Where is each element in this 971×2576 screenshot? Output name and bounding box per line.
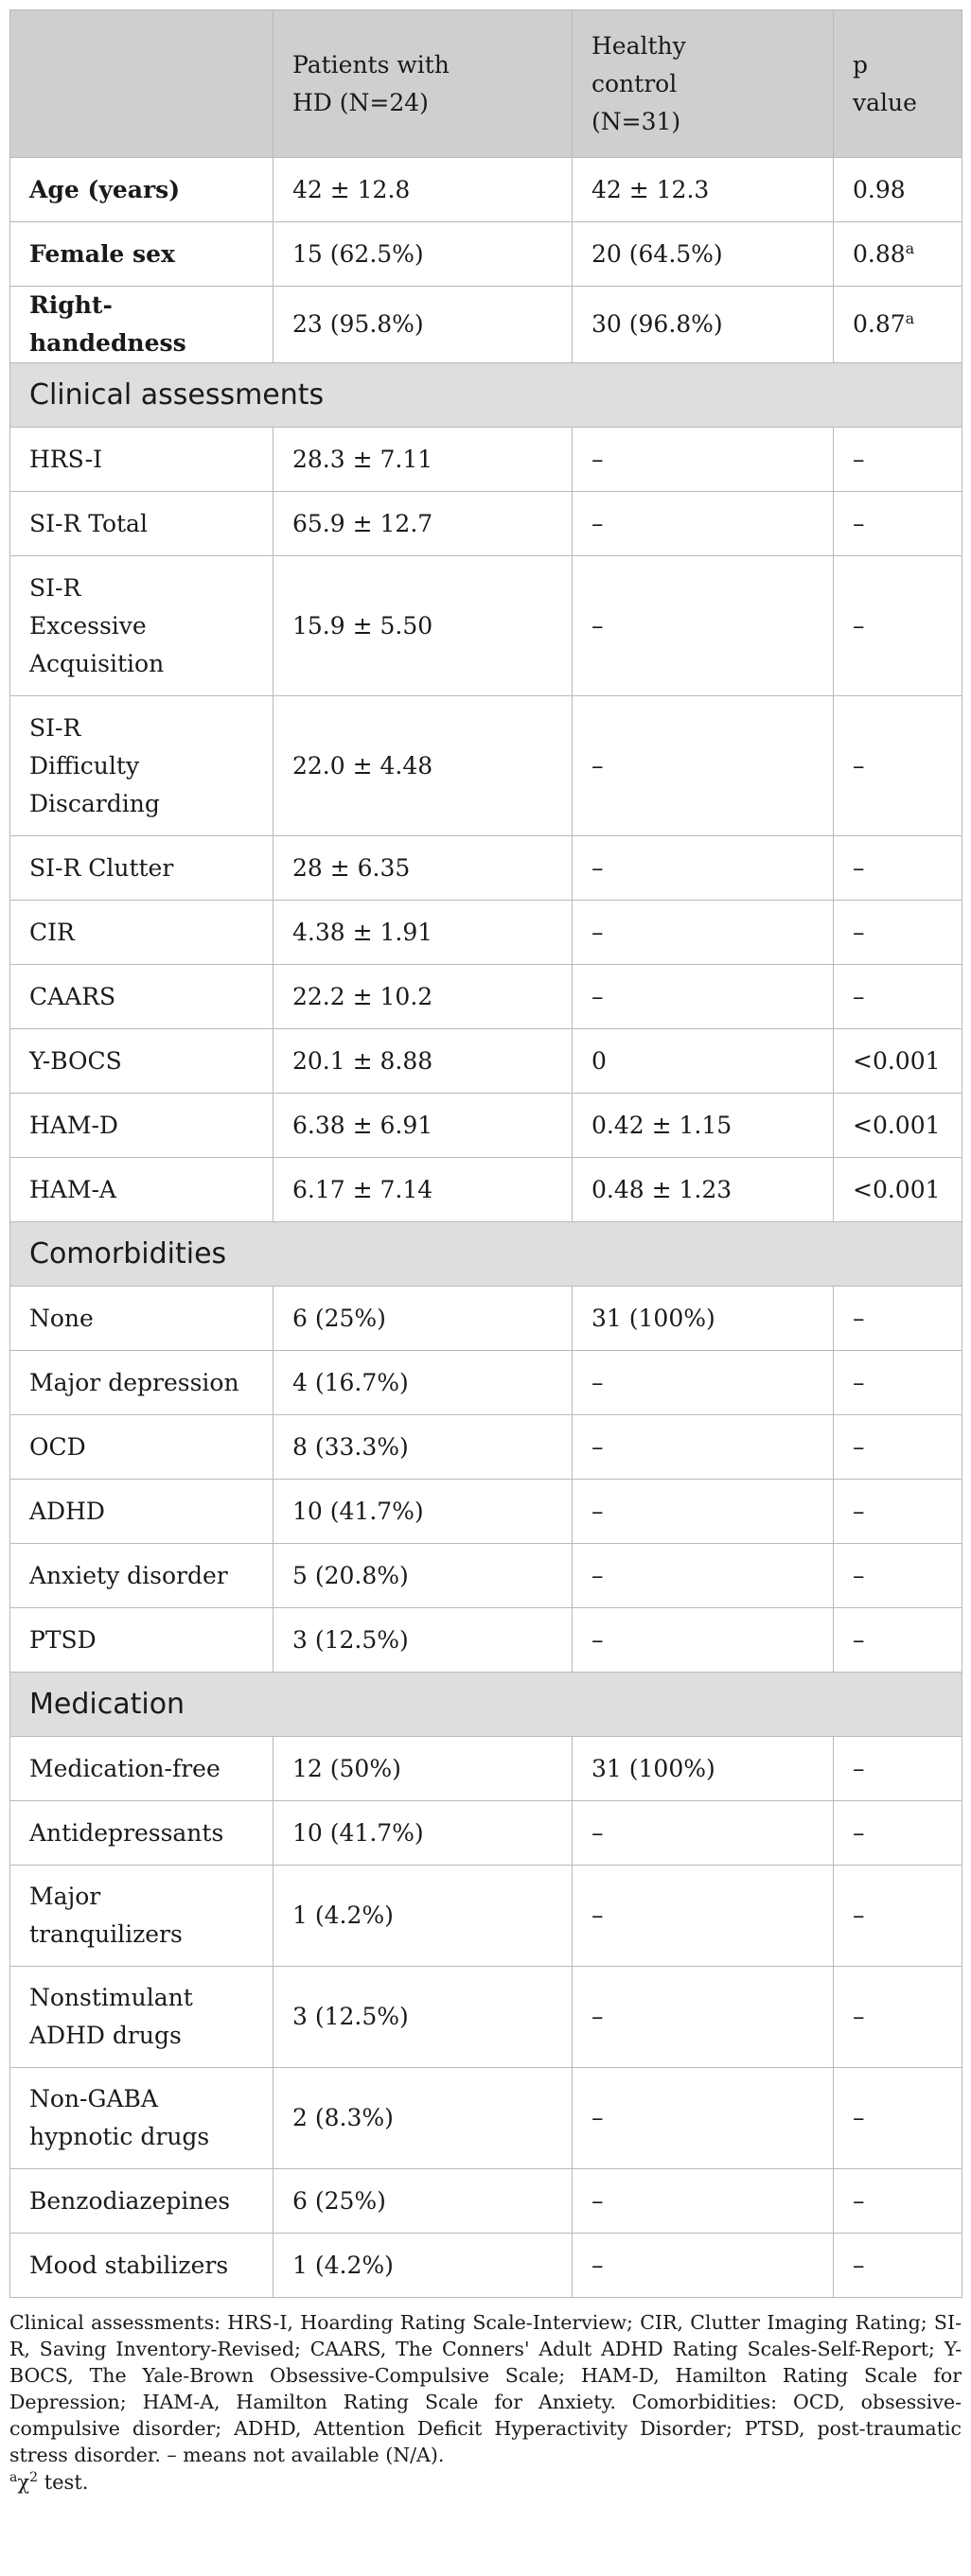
p-value: [834, 158, 962, 222]
patients-value: 3 (12.5%): [274, 1967, 573, 2068]
p-value: –: [834, 1737, 962, 1801]
patients-value: 4 (16.7%): [274, 1351, 573, 1415]
table-row: [10, 2234, 962, 2298]
row-label: OCD: [10, 1415, 274, 1480]
patients-value: 1 (4.2%): [274, 1866, 573, 1967]
controls-value: –: [573, 696, 834, 836]
controls-value: –: [573, 492, 834, 556]
row-label: HRS-I: [10, 428, 274, 492]
table-row: [10, 1967, 962, 2068]
patients-value: 42 ± 12.8: [274, 158, 573, 222]
p-value: –: [834, 1801, 962, 1866]
controls-value: –: [573, 901, 834, 965]
patients-value: 22.0 ± 4.48: [274, 696, 573, 836]
table-row: [10, 965, 962, 1029]
footnote-marker: a: [905, 238, 915, 257]
controls-value: –: [573, 965, 834, 1029]
section-row-medication: [10, 1673, 962, 1737]
controls-value: –: [573, 556, 834, 696]
patients-value: 1 (4.2%): [274, 2234, 573, 2298]
table-row: [10, 901, 962, 965]
table-row: [10, 1544, 962, 1608]
table-row: [10, 836, 962, 901]
p-value: –: [834, 696, 962, 836]
header-p-value: p value: [834, 10, 962, 158]
table-row: [10, 1351, 962, 1415]
row-label: SI-R Excessive Acquisition: [10, 556, 274, 696]
controls-value: –: [573, 1608, 834, 1673]
header-blank: [10, 10, 274, 158]
controls-value: 20 (64.5%): [573, 222, 834, 287]
controls-value: –: [573, 428, 834, 492]
row-label: HAM-D: [10, 1094, 274, 1158]
p-value: [834, 222, 962, 287]
table-row: [10, 492, 962, 556]
table-row: [10, 2169, 962, 2234]
controls-value: 42 ± 12.3: [573, 158, 834, 222]
table-row: [10, 222, 962, 287]
patients-value: 6.17 ± 7.14: [274, 1158, 573, 1222]
table-row: [10, 1029, 962, 1094]
row-label: SI-R Clutter: [10, 836, 274, 901]
p-value: –: [834, 1480, 962, 1544]
section-title: Medication: [10, 1673, 962, 1737]
controls-value: –: [573, 1480, 834, 1544]
row-label: Benzodiazepines: [10, 2169, 274, 2234]
controls-value: –: [573, 836, 834, 901]
patients-value: 65.9 ± 12.7: [274, 492, 573, 556]
row-label: SI-R Total: [10, 492, 274, 556]
footnote-marker: a: [905, 309, 915, 327]
row-label: CAARS: [10, 965, 274, 1029]
p-value-text: 0.98: [853, 175, 906, 203]
table-body: [10, 158, 962, 2298]
row-label: Antidepressants: [10, 1801, 274, 1866]
row-label: Anxiety disorder: [10, 1544, 274, 1608]
p-value: –: [834, 492, 962, 556]
patients-value: 20.1 ± 8.88: [274, 1029, 573, 1094]
patients-value: 10 (41.7%): [274, 1801, 573, 1866]
row-label: HAM-A: [10, 1158, 274, 1222]
p-value: –: [834, 556, 962, 696]
p-value: –: [834, 901, 962, 965]
row-label: Medication-free: [10, 1737, 274, 1801]
section-title: Comorbidities: [10, 1222, 962, 1287]
table-row: [10, 556, 962, 696]
table-row: [10, 1480, 962, 1544]
controls-value: –: [573, 2068, 834, 2169]
table-row: [10, 1158, 962, 1222]
controls-value: –: [573, 1415, 834, 1480]
table-row: [10, 696, 962, 836]
chi-square-footnote: [9, 2468, 962, 2497]
row-label: Non-GABA hypnotic drugs: [10, 2068, 274, 2169]
patients-value: 4.38 ± 1.91: [274, 901, 573, 965]
table-row: [10, 1608, 962, 1673]
row-label: PTSD: [10, 1608, 274, 1673]
table-row: [10, 1737, 962, 1801]
p-value: –: [834, 1967, 962, 2068]
controls-value: 31 (100%): [573, 1287, 834, 1351]
footnote-marker: a: [9, 2470, 18, 2485]
table-row: [10, 2068, 962, 2169]
controls-value: 0: [573, 1029, 834, 1094]
test-text: test.: [38, 2471, 89, 2494]
row-label: Major depression: [10, 1351, 274, 1415]
demographics-table: [9, 9, 962, 2298]
patients-value: 28 ± 6.35: [274, 836, 573, 901]
table-row: [10, 1866, 962, 1967]
controls-value: 0.48 ± 1.23: [573, 1158, 834, 1222]
patients-value: 12 (50%): [274, 1737, 573, 1801]
patients-value: 15.9 ± 5.50: [274, 556, 573, 696]
section-row-comorbidities: [10, 1222, 962, 1287]
patients-value: 23 (95.8%): [274, 287, 573, 363]
row-label: Age (years): [10, 158, 274, 222]
p-value: –: [834, 1866, 962, 1967]
controls-value: –: [573, 1866, 834, 1967]
p-value: –: [834, 2234, 962, 2298]
p-value: <0.001: [834, 1094, 962, 1158]
table-row: [10, 428, 962, 492]
patients-value: 22.2 ± 10.2: [274, 965, 573, 1029]
table-row: [10, 158, 962, 222]
header-controls: Healthy control (N=31): [573, 10, 834, 158]
p-value-text: 0.88: [853, 239, 906, 268]
controls-value: 30 (96.8%): [573, 287, 834, 363]
p-value: –: [834, 1287, 962, 1351]
row-label: Y-BOCS: [10, 1029, 274, 1094]
controls-value: –: [573, 1801, 834, 1866]
chi-exponent: 2: [29, 2470, 39, 2485]
header-row: [10, 10, 962, 158]
section-row-clinical: [10, 363, 962, 428]
section-title: Clinical assessments: [10, 363, 962, 428]
row-label: Major tranquilizers: [10, 1866, 274, 1967]
chi-symbol: χ: [17, 2471, 30, 2494]
row-label: Female sex: [10, 222, 274, 287]
row-label: SI-R Difficulty Discarding: [10, 696, 274, 836]
p-value: [834, 287, 962, 363]
p-value: –: [834, 965, 962, 1029]
p-value-text: 0.87: [853, 310, 906, 338]
patients-value: 6 (25%): [274, 2169, 573, 2234]
patients-value: 6.38 ± 6.91: [274, 1094, 573, 1158]
row-label: None: [10, 1287, 274, 1351]
patients-value: 28.3 ± 7.11: [274, 428, 573, 492]
patients-value: 10 (41.7%): [274, 1480, 573, 1544]
p-value: –: [834, 428, 962, 492]
p-value: –: [834, 1415, 962, 1480]
controls-value: –: [573, 1351, 834, 1415]
p-value: –: [834, 2169, 962, 2234]
p-value: –: [834, 1544, 962, 1608]
table-row: [10, 1801, 962, 1866]
table-row: [10, 1287, 962, 1351]
row-label: ADHD: [10, 1480, 274, 1544]
header-patients: Patients with HD (N=24): [274, 10, 573, 158]
patients-value: 2 (8.3%): [274, 2068, 573, 2169]
p-value: –: [834, 2068, 962, 2169]
table-row: [10, 1094, 962, 1158]
table-row: [10, 287, 962, 363]
table-footnote: Clinical assessments: HRS-I, Hoarding Rating Scale-Interview; CIR, Clutter Imaging Rating; SI-R, Saving Inventory-Revised; CAARS, The Conners' Adult ADHD Rating Scales-Self-Report; Y-BOCS, The Yale-Brown Obsessive-Compulsive Scale; HAM-D, Hamilton Rating Scale for Depression; HAM-A, Hamilton Rating Scale for Anxiety. Comorbidities: OCD, obsessive-compulsive disorder; ADHD, Attention Deficit Hyperactivity Disorder; PTSD, post-traumatic stress disorder. – means not available (N/A).: [9, 2311, 962, 2466]
row-label: Right-handedness: [10, 287, 274, 363]
p-value: –: [834, 1351, 962, 1415]
patients-value: 6 (25%): [274, 1287, 573, 1351]
controls-value: –: [573, 2169, 834, 2234]
patients-value: 5 (20.8%): [274, 1544, 573, 1608]
row-label: Nonstimulant ADHD drugs: [10, 1967, 274, 2068]
controls-value: 31 (100%): [573, 1737, 834, 1801]
controls-value: –: [573, 1967, 834, 2068]
controls-value: –: [573, 2234, 834, 2298]
patients-value: 3 (12.5%): [274, 1608, 573, 1673]
p-value: <0.001: [834, 1029, 962, 1094]
controls-value: 0.42 ± 1.15: [573, 1094, 834, 1158]
p-value: –: [834, 1608, 962, 1673]
p-value: –: [834, 836, 962, 901]
controls-value: –: [573, 1544, 834, 1608]
table-container: [9, 9, 962, 2497]
table-row: [10, 1415, 962, 1480]
patients-value: 8 (33.3%): [274, 1415, 573, 1480]
p-value: <0.001: [834, 1158, 962, 1222]
row-label: Mood stabilizers: [10, 2234, 274, 2298]
patients-value: 15 (62.5%): [274, 222, 573, 287]
row-label: CIR: [10, 901, 274, 965]
